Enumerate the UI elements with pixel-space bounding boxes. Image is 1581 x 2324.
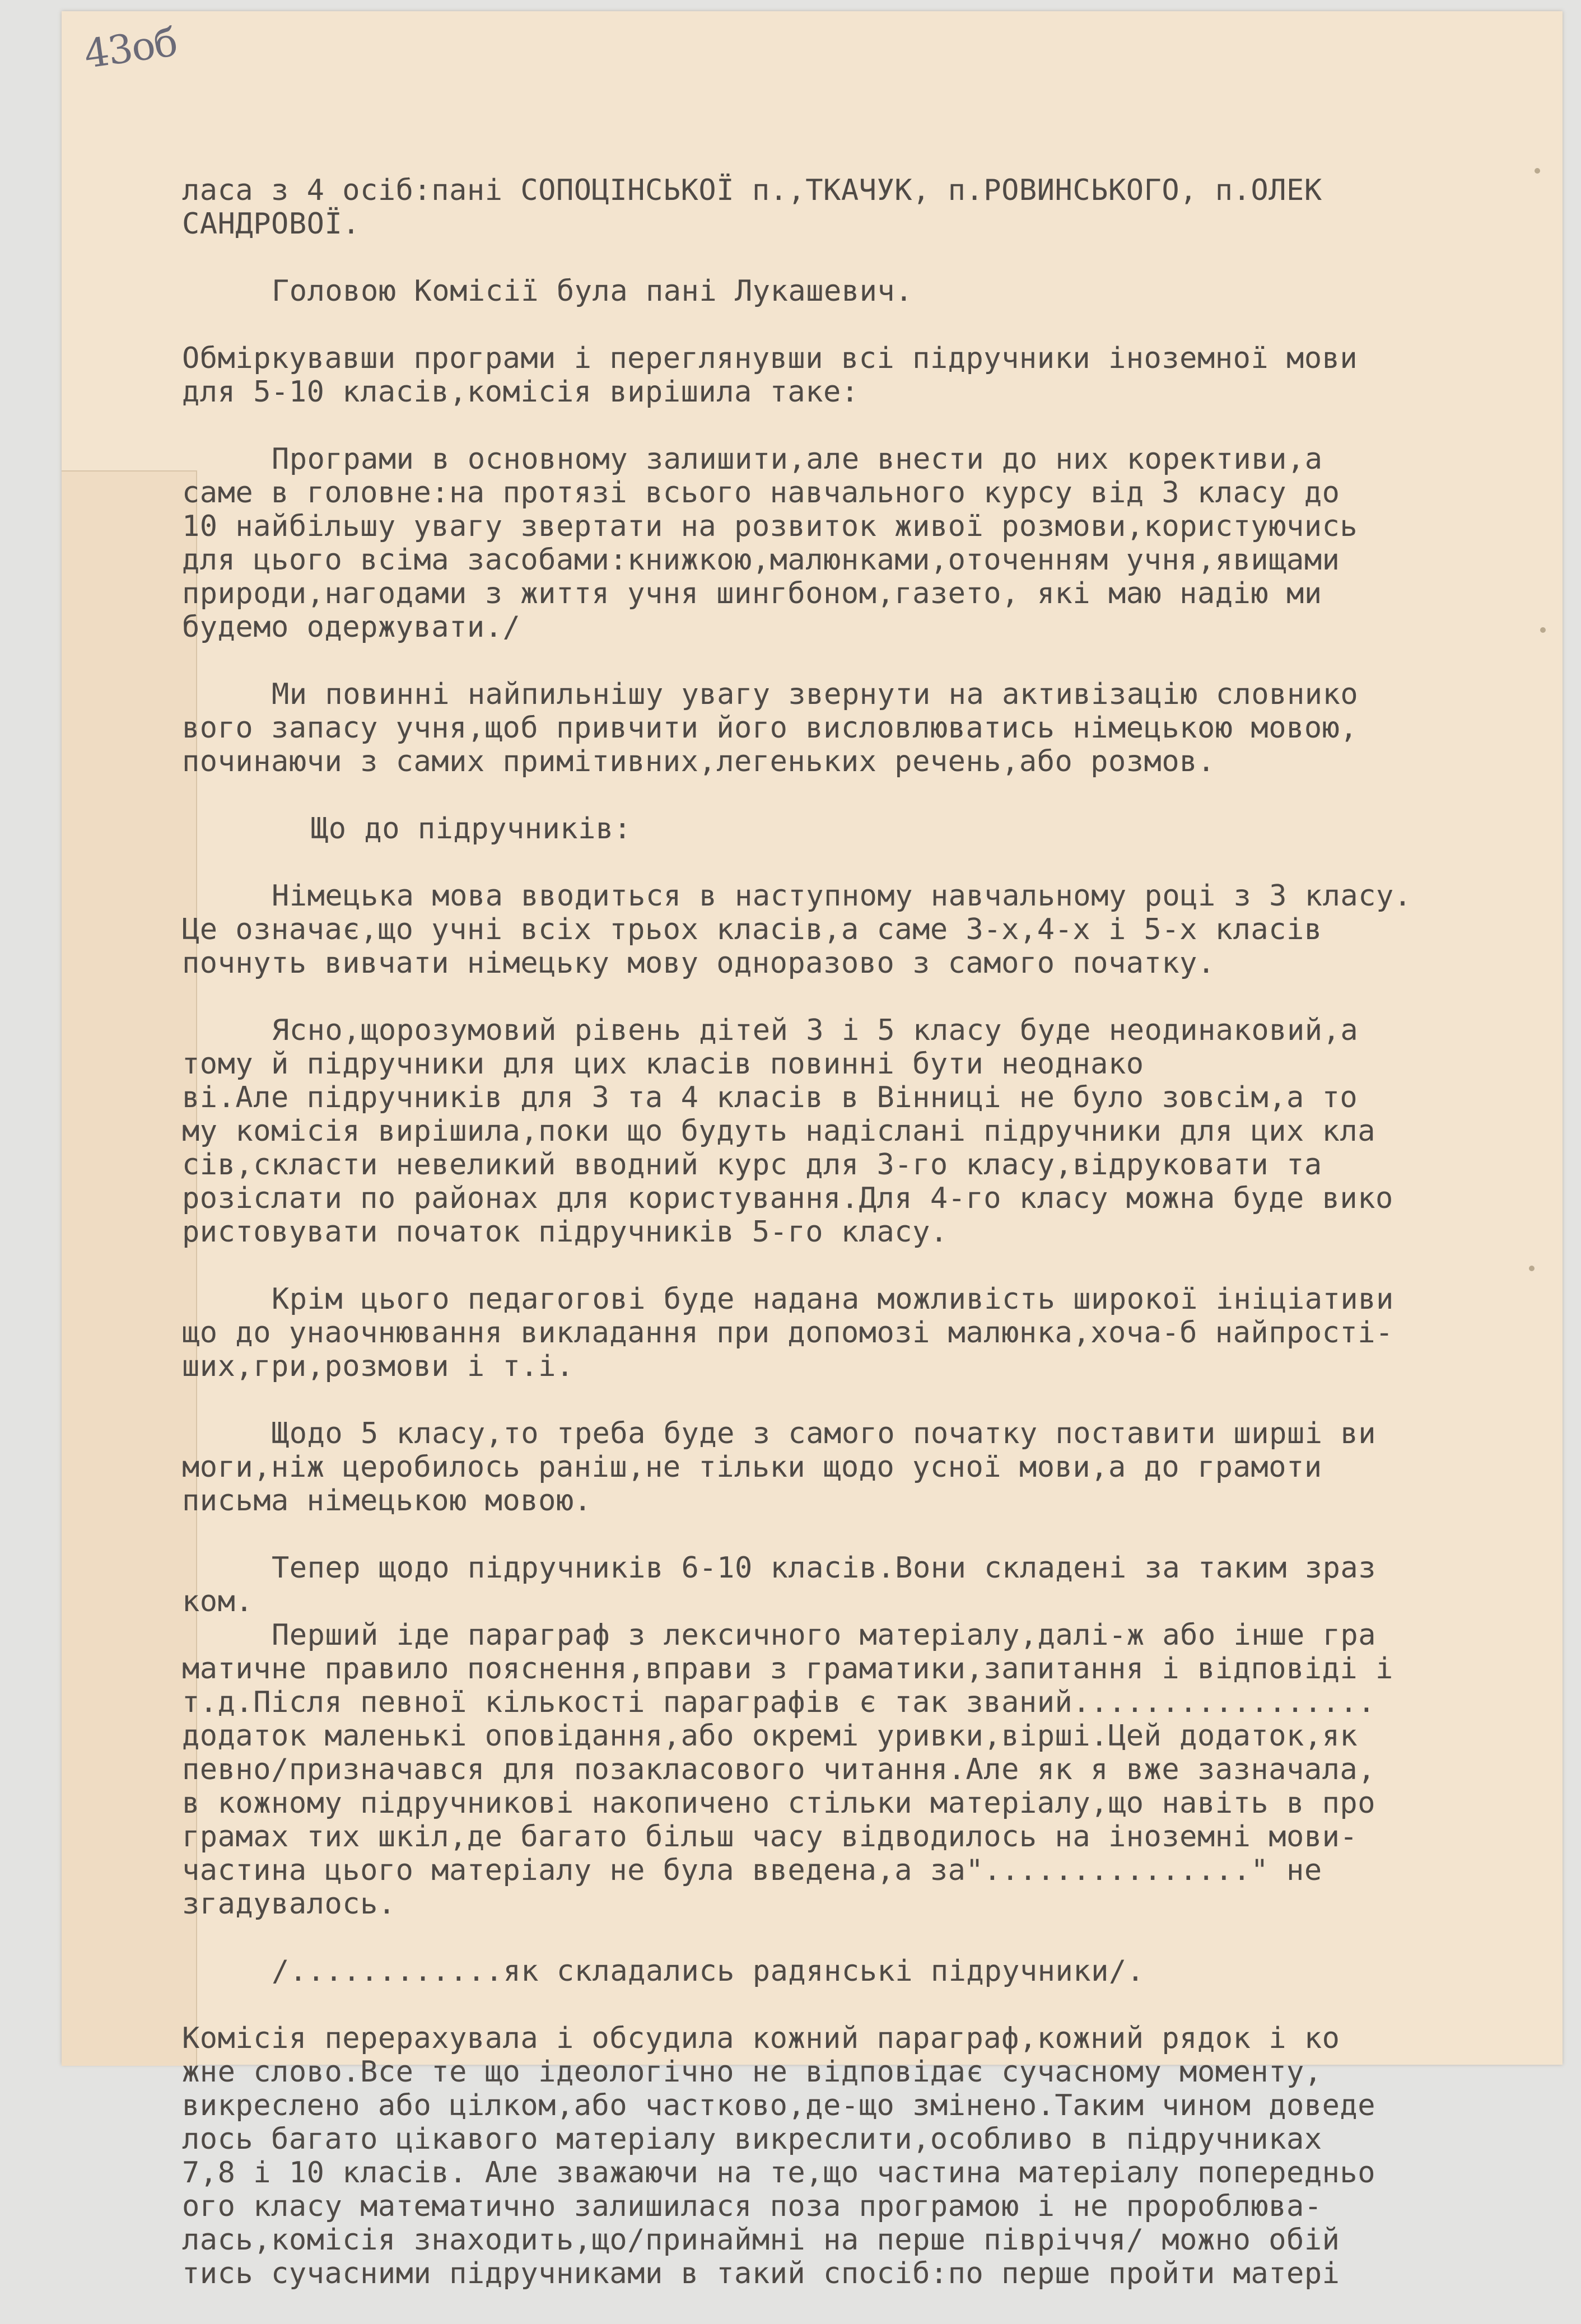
text-line: викреслено або цілком,або частково,де-що змінено.Таким чином доведе (182, 2089, 1376, 2122)
text-line: в кожному підручникові накопичено стільки матеріалу,що навіть в про (182, 1786, 1376, 1820)
text-line: згадувалось. (182, 1887, 396, 1921)
paragraph-p5 (182, 678, 1453, 778)
text-line: Крім цього педагогові буде надана можливість широкої ініціативи (272, 1282, 1394, 1316)
text-line: 10 найбільшу увагу звертати на розвиток живої розмови,користуючись (182, 510, 1358, 543)
paragraph-p11 (182, 1551, 1453, 1618)
text-line: ших,гри,розмови і т.і. (182, 1350, 574, 1383)
text-line: лось багато цікавого матеріалу викреслити,особливо в підручниках (182, 2122, 1322, 2156)
text-line: Ми повинні найпильнішу увагу звернути на активізацію словнико (272, 678, 1359, 711)
paragraph-p8 (182, 1014, 1453, 1249)
text-line: Німецька мова вводиться в наступному навчальному році з 3 класу. (272, 879, 1412, 913)
paragraph-p2 (182, 274, 1453, 308)
paragraph-p12 (182, 1618, 1453, 1921)
text-line: жне слово.Все те що ідеологічно не відповідає сучасному моменту, (182, 2055, 1322, 2089)
paper-backing-strip (62, 470, 197, 2066)
paper-mark (1540, 627, 1546, 633)
text-line: починаючи з самих примітивних,легеньких речень,або розмов. (182, 745, 1215, 778)
text-line: САНДРОВОЇ. (182, 207, 361, 241)
paragraph-p1 (182, 174, 1453, 241)
paragraph-p3 (182, 342, 1453, 409)
text-line: розіслати по районах для користування.Для 4-го класу можна буде вико (182, 1182, 1393, 1215)
text-line: Щодо 5 класу,то треба буде з самого початку поставити ширші ви (272, 1417, 1377, 1450)
text-line: додаток маленькі оповідання,або окремі уривки,вірші.Цей додаток,як (182, 1719, 1358, 1753)
text-line: що до унаочнювання викладання при допомозі малюнка,хоча-б найпрості- (182, 1316, 1393, 1350)
text-line: саме в головне:на протязі всього навчального курсу від 3 класу до (182, 476, 1340, 510)
text-line: ласа з 4 осіб:пані СОПОЦІНСЬКОЇ п.,ТКАЧУК, п.РОВИНСЬКОГО, п.ОЛЕК (182, 174, 1322, 207)
text-line: будемо одержувати./ (182, 610, 521, 644)
text-line: для 5-10 класів,комісія вирішила таке: (182, 375, 859, 409)
archive-folio-number: 43об (81, 18, 180, 78)
text-line: ого класу математично залишилася поза програмою і не пророблюва- (182, 2190, 1322, 2223)
text-line: Тепер щодо підручників 6-10 класів.Вони складені за таким зраз (272, 1551, 1377, 1585)
text-line: частина цього матеріалу не була введена,а за"..............." не (182, 1854, 1322, 1887)
text-line: природи,нагодами з життя учня шингбоном,газето, які маю надію ми (182, 577, 1322, 610)
paragraph-p4 (182, 442, 1453, 644)
text-line: Програми в основному залишити,але внести до них корективи,а (272, 442, 1323, 476)
paragraph-p10 (182, 1417, 1453, 1518)
paper-mark (1535, 168, 1540, 174)
text-line: ві.Але підручників для 3 та 4 класів в Вінниці не було зовсім,а то (182, 1081, 1358, 1114)
typewritten-text-body (182, 174, 1453, 2324)
text-line: тись сучасними підручниками в такий спосіб:по перше пройти матері (182, 2257, 1340, 2290)
paragraph-p6 (182, 812, 1453, 846)
paragraph-p9 (182, 1282, 1453, 1383)
paragraph-p14 (182, 2022, 1453, 2290)
text-line: почнуть вивчати німецьку мову одноразово з самого початку. (182, 946, 1215, 980)
text-line: Ясно,щорозумовий рівень дітей 3 і 5 класу буде неодинаковий,а (272, 1014, 1359, 1047)
text-line: Це означає,що учні всіх трьох класів,а саме 3-х,4-х і 5-х класів (182, 913, 1322, 946)
text-line: 7,8 і 10 класів. Але зважаючи на те,що частина матеріалу попередньо (182, 2156, 1376, 2190)
text-line: письма німецькою мовою. (182, 1484, 592, 1518)
text-line: тому й підручники для цих класів повинні бути неоднако (182, 1047, 1144, 1081)
paragraph-p13 (182, 1954, 1453, 1988)
text-line: Що до підручників: (311, 812, 632, 846)
text-line: ристовувати початок підручників 5-го класу. (182, 1215, 948, 1249)
text-line: Перший іде параграф з лексичного матеріалу,далі-ж або інше гра (272, 1618, 1377, 1652)
text-line: сів,скласти невеликий вводний курс для 3-го класу,відруковати та (182, 1148, 1322, 1182)
text-line: му комісія вирішила,поки що будуть надіслані підручники для цих кла (182, 1114, 1376, 1148)
text-line: моги,ніж церобилось раніш,не тільки щодо усної мови,а до грамоти (182, 1450, 1322, 1484)
text-line: Обміркувавши програми і переглянувши всі підручники іноземної мови (182, 342, 1358, 375)
paragraph-p7 (182, 879, 1453, 980)
text-line: лась,комісія знаходить,що/принаймні на перше півріччя/ можно обій (182, 2223, 1340, 2257)
text-line: вого запасу учня,щоб привчити його висловлюватись німецькою мовою, (182, 711, 1358, 745)
text-line: ком. (182, 1585, 254, 1618)
text-line: грамах тих шкіл,де багато більш часу відводилось на іноземні мови- (182, 1820, 1358, 1854)
text-line: /............як складались радянські підручники/. (272, 1954, 1145, 1988)
text-line: певно/призначався для позакласового читання.Але як я вже зазначала, (182, 1753, 1376, 1786)
text-line: т.д.Після певної кількості параграфів є так званий................. (182, 1686, 1376, 1719)
text-line: Комісія перерахувала і обсудила кожний параграф,кожний рядок і ко (182, 2022, 1340, 2055)
text-line: матичне правило пояснення,вправи з граматики,запитання і відповіді і (182, 1652, 1393, 1686)
text-line: Головою Комісії була пані Лукашевич. (272, 274, 913, 308)
paper-mark (1529, 1266, 1535, 1271)
text-line: для цього всіма засобами:книжкою,малюнками,оточенням учня,явищами (182, 543, 1340, 577)
